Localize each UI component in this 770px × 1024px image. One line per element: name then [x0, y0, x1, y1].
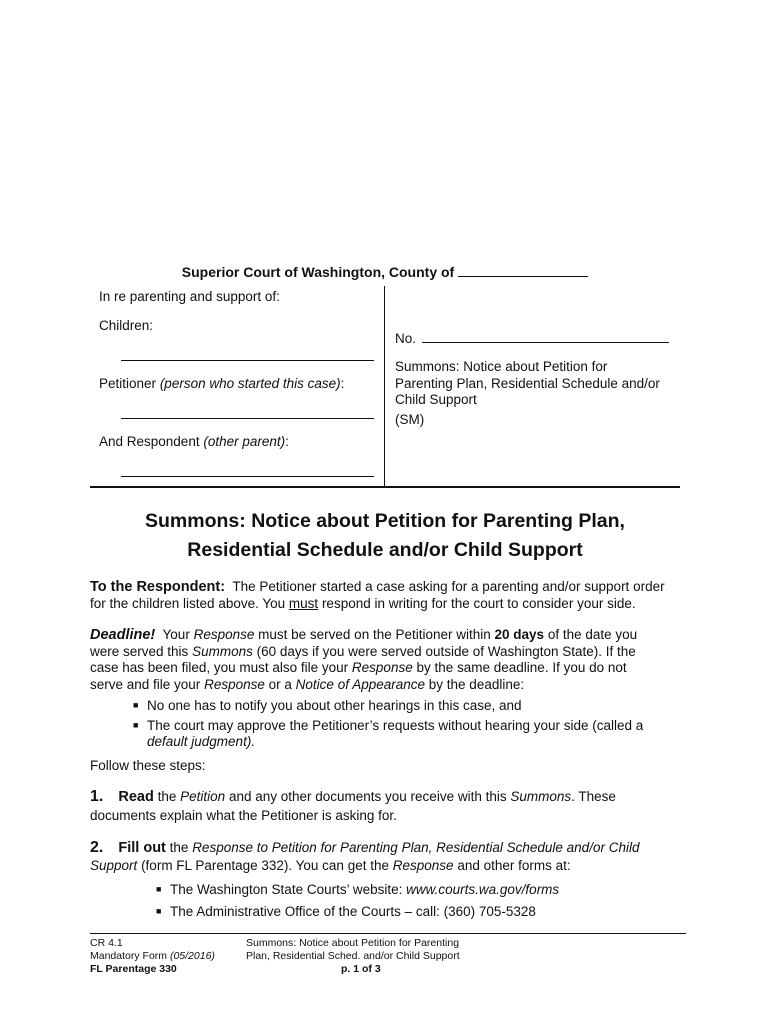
bullet-icon: ■	[133, 720, 139, 730]
page-number: p. 1 of 3	[341, 963, 381, 975]
respondent-label: And Respondent (other parent):	[99, 434, 289, 449]
children-blank	[121, 360, 374, 361]
deadline-bullet-2: ■ The court may approve the Petitioner’s requests without hearing your side (called a	[133, 718, 644, 733]
follow-steps: Follow these steps:	[90, 758, 206, 773]
caption-rule	[90, 486, 680, 488]
default-judgment-text: default judgment).	[147, 734, 256, 749]
page-title-line1: Summons: Notice about Petition for Parenting Plan,	[145, 510, 625, 532]
deadline-bullet-1: ■ No one has to notify you about other hearings in this case, and	[133, 698, 522, 713]
case-number-blank	[422, 330, 669, 343]
step-2: 2. Fill out the Response to Petition for Parenting Plan, Residential Schedule and/or Child Support (form FL Parentage 332). You can get the Response and other forms at:	[90, 839, 640, 873]
caption-doc-title: Summons: Notice about Petition for Parenting Plan, Residential Schedule and/or Child Support	[395, 359, 660, 407]
footer-rule	[90, 933, 686, 934]
in-re-label: In re parenting and support of:	[99, 289, 280, 304]
bullet-icon: ■	[133, 700, 139, 710]
to-respondent: To the Respondent: The Petitioner started a case asking for a parenting and/or support order for the children listed above. You must respond in writing for the court to consider your side.	[90, 579, 665, 611]
case-number: No.	[395, 330, 669, 346]
bullet-icon: ■	[156, 884, 162, 894]
forms-bullet-aoc: ■ The Administrative Office of the Courts – call: (360) 705-5328	[156, 904, 536, 919]
forms-bullet-website: ■ The Washington State Courts’ website: www.courts.wa.gov/forms	[156, 882, 560, 897]
caption-divider	[384, 286, 385, 487]
bullet-icon: ■	[156, 906, 162, 916]
petitioner-blank	[121, 418, 374, 419]
forms-website-link[interactable]: www.courts.wa.gov/forms	[406, 882, 560, 897]
respondent-blank	[121, 476, 374, 477]
court-title: Superior Court of Washington, County of	[0, 262, 770, 280]
form-code: (SM)	[395, 412, 425, 427]
deadline-paragraph: Deadline! Your Response must be served on the Petitioner within 20 days of the date you were served this Summons (60 days if you were served outside of Washington State). If the case has been filed, you must also file your Response by the same deadline. If you do not serve and file your Response or a Notice of Appearance by the deadline:	[90, 627, 638, 692]
step-1: 1. Read the Petition and any other documents you receive with this Summons. These documents explain what the Petitioner is asking for.	[90, 788, 616, 823]
county-blank	[458, 262, 588, 277]
page-title-line2: Residential Schedule and/or Child Support	[187, 539, 583, 561]
footer-left: CR 4.1 Mandatory Form (05/2016) FL Parentage 330	[90, 937, 215, 975]
children-label: Children:	[99, 318, 154, 333]
footer-center: Summons: Notice about Petition for Parenting Plan, Residential Sched. and/or Child Support	[246, 937, 460, 962]
petitioner-label: Petitioner (person who started this case):	[99, 376, 345, 391]
